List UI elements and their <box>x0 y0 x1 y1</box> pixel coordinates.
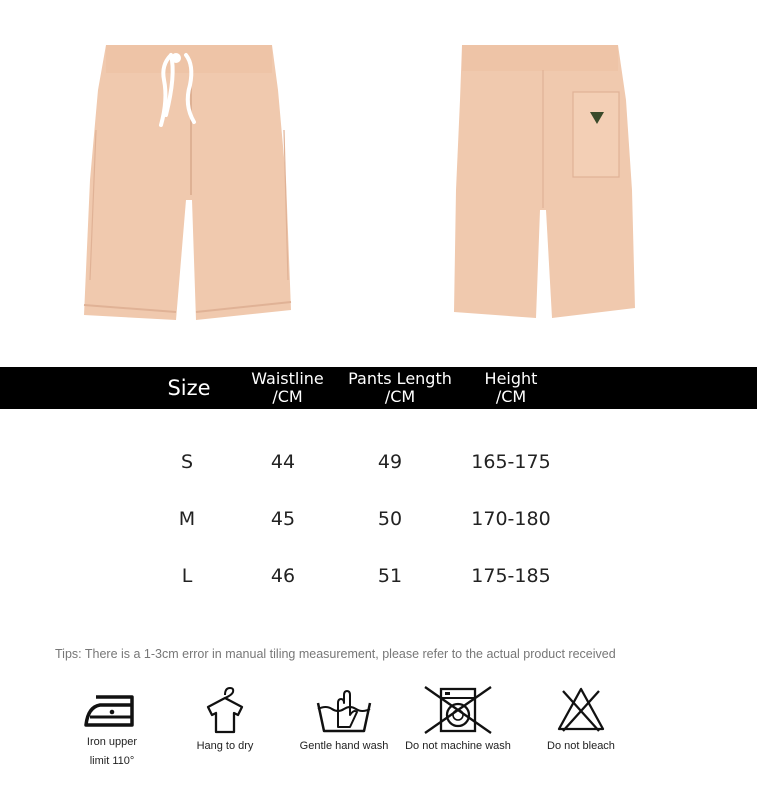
care-label-iron-line2: limit 110° <box>89 755 135 767</box>
care-item-no-machine-wash <box>398 685 518 756</box>
cell-size: S <box>180 451 194 473</box>
cell-height: 175-185 <box>471 565 551 587</box>
care-label-no-bleach: Do not bleach <box>547 740 615 752</box>
header-size <box>150 367 228 409</box>
shorts-front-body <box>84 45 291 320</box>
header-waistline <box>240 367 335 409</box>
header-height <box>470 367 552 409</box>
no-bleach-icon <box>555 685 607 735</box>
shorts-front-photo <box>76 30 306 330</box>
back-pocket <box>573 92 619 177</box>
drawstring-knot <box>171 53 181 63</box>
cell-pants-length: 49 <box>377 451 403 473</box>
care-label-no-machine-wash: Do not machine wash <box>405 740 511 752</box>
cell-waistline: 44 <box>270 451 296 473</box>
cell-pants-length: 50 <box>377 508 403 530</box>
care-item-hang-dry <box>186 685 264 756</box>
header-size-label: Size <box>167 376 211 400</box>
cell-waistline: 46 <box>270 565 296 587</box>
care-item-iron <box>70 685 154 771</box>
header-waistline-label: Waistline <box>251 369 324 388</box>
cell-height: 165-175 <box>471 451 551 473</box>
cell-waistline: 45 <box>270 508 296 530</box>
header-waistline-unit: /CM <box>272 387 303 406</box>
table-row <box>0 554 757 598</box>
header-pants-length-label: Pants Length <box>348 369 452 388</box>
care-label-hang-dry: Hang to dry <box>196 740 254 752</box>
iron-icon <box>82 685 142 733</box>
cell-height: 170-180 <box>471 508 551 530</box>
back-waistband <box>462 45 618 71</box>
hand-wash-icon <box>314 685 374 735</box>
care-label-hand-wash: Gentle hand wash <box>299 740 389 752</box>
header-height-label: Height <box>484 369 538 388</box>
no-machine-wash-icon <box>423 685 493 735</box>
cell-size: M <box>178 508 196 530</box>
header-height-unit: /CM <box>495 387 527 406</box>
table-row <box>0 440 757 484</box>
shorts-back-body <box>454 45 635 318</box>
header-pants-length <box>340 367 460 409</box>
hang-dry-icon <box>202 685 248 735</box>
header-pants-length-unit: /CM <box>384 387 416 406</box>
cell-pants-length: 51 <box>377 565 403 587</box>
care-item-hand-wash <box>292 685 396 756</box>
table-row <box>0 497 757 541</box>
care-item-no-bleach <box>534 685 628 756</box>
measurement-tip: Tips: There is a 1-3cm error in manual tiling measurement, please refer to the actual product received <box>55 647 616 661</box>
cell-size: L <box>181 565 193 587</box>
care-label-iron-line1: Iron upper <box>86 736 138 748</box>
size-table-header <box>0 367 757 409</box>
shorts-back-photo <box>440 30 650 330</box>
